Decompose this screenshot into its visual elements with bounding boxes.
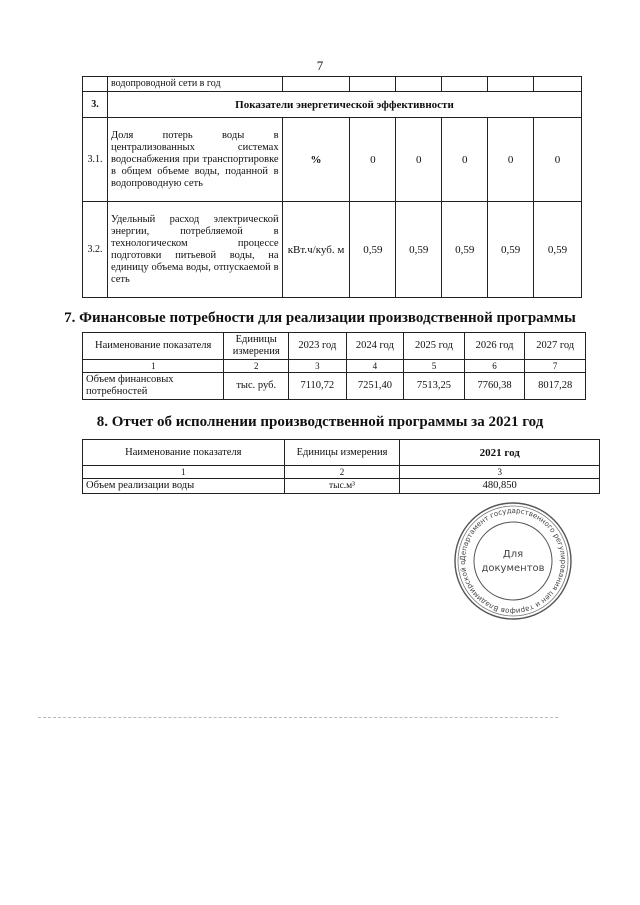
section-number: 3.: [83, 92, 108, 118]
table-header-row: [83, 333, 586, 360]
indicator-value: 0,59: [350, 202, 396, 298]
table-header-row: [83, 440, 600, 466]
col-index: 4: [346, 360, 404, 373]
col-header: Единицы измерения: [284, 440, 400, 466]
col-index: 6: [464, 360, 525, 373]
col-header: 2026 год: [464, 333, 525, 360]
table-row: [83, 373, 586, 400]
indicator-value: 0,59: [396, 202, 442, 298]
col-header: 2024 год: [346, 333, 404, 360]
col-index: 5: [404, 360, 465, 373]
col-header: Единицы измерения: [224, 333, 289, 360]
indicator-value: 0: [534, 118, 582, 202]
row-value: 8017,28: [525, 373, 586, 400]
indicator-description: Доля потерь воды в централизованных системах водоснабжения при транспортировке в общем объеме воды, поданной в водопроводную сеть: [107, 118, 282, 202]
col-header: Наименование показателя: [83, 440, 285, 466]
indicator-value: 0,59: [488, 202, 534, 298]
indicator-value: 0: [488, 118, 534, 202]
program-report-table: [82, 439, 600, 494]
row-value: 480,850: [400, 479, 600, 494]
table-row: [83, 202, 582, 298]
row-unit: тыс.м³: [284, 479, 400, 494]
col-index: 2: [224, 360, 289, 373]
col-header: 2027 год: [525, 333, 586, 360]
col-index: 7: [525, 360, 586, 373]
row-number: 3.1.: [83, 118, 108, 202]
section8-heading: 8. Отчет об исполнении производственной программы за 2021 год: [96, 414, 544, 430]
table-index-row: [83, 360, 586, 373]
scan-artifact-line: [38, 717, 558, 718]
col-index: 1: [83, 466, 285, 479]
row-value: 7760,38: [464, 373, 525, 400]
col-index: 2: [284, 466, 400, 479]
table-index-row: [83, 466, 600, 479]
indicator-description: Удельный расход электрической энергии, потребляемой в технологическом процессе подготовки питьевой воды, на единицу объема воды, отпускаемой в сеть: [107, 202, 282, 298]
col-index: 3: [400, 466, 600, 479]
row-value: 7513,25: [404, 373, 465, 400]
col-header: 2025 год: [404, 333, 465, 360]
indicator-unit: %: [282, 118, 350, 202]
row-number: 3.2.: [83, 202, 108, 298]
indicator-value: 0,59: [442, 202, 488, 298]
indicator-value: 0: [396, 118, 442, 202]
table-row: [83, 479, 600, 494]
col-index: 3: [289, 360, 347, 373]
row-value: 7251,40: [346, 373, 404, 400]
col-header: Наименование показателя: [83, 333, 224, 360]
col-header: 2023 год: [289, 333, 347, 360]
indicator-value: 0,59: [534, 202, 582, 298]
stamp-seal-icon: [452, 500, 574, 622]
financial-needs-table: [82, 332, 586, 400]
col-index: 1: [83, 360, 224, 373]
stamp-ring-text: Департамент государственного регулирования цен и тарифов Владимирской о: [457, 505, 569, 617]
table-row: [83, 77, 582, 92]
indicator-value: 0: [442, 118, 488, 202]
cell-top-fragment: водопроводной сети в год: [107, 77, 282, 92]
row-value: 7110,72: [289, 373, 347, 400]
section7-heading: 7. Финансовые потребности для реализации производственной программы: [64, 310, 576, 326]
energy-efficiency-table: [82, 76, 582, 298]
row-unit: тыс. руб.: [224, 373, 289, 400]
indicator-value: 0: [350, 118, 396, 202]
row-label: Объем финансовых потребностей: [83, 373, 224, 400]
row-label: Объем реализации воды: [83, 479, 285, 494]
table-row: [83, 92, 582, 118]
col-header: 2021 год: [400, 440, 600, 466]
table-row: [83, 118, 582, 202]
stamp-center-line2: документов: [481, 563, 545, 574]
indicator-unit: кВт.ч/куб. м: [282, 202, 350, 298]
page-number: 7: [316, 58, 324, 73]
stamp-center-line1: Для: [502, 549, 524, 560]
section-title: Показатели энергетической эффективности: [107, 92, 581, 118]
official-stamp: [452, 500, 574, 622]
